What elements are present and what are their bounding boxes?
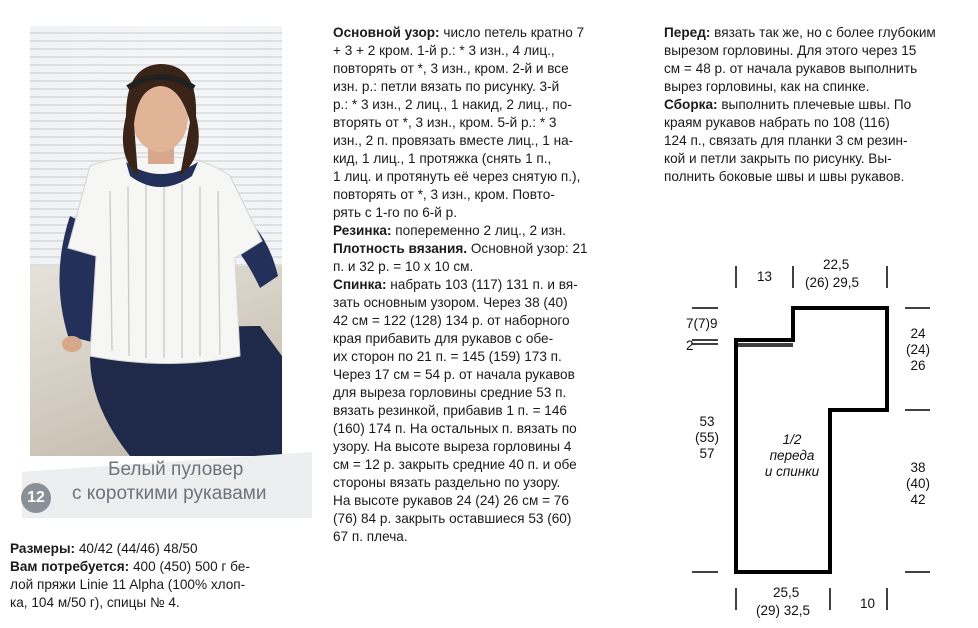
sizes-line: Размеры: 40/42 (44/46) 48/50	[10, 541, 198, 556]
materials-line-2: лой пряжи Linie 11 Alpha (100% хлоп-	[10, 577, 246, 592]
text-line	[333, 24, 588, 42]
text-line	[333, 474, 588, 492]
text-line	[333, 240, 588, 258]
line-text: На высоте рукавов 24 (24) 26 см = 76	[333, 493, 569, 508]
dim-top-right-2: (26) 29,5	[805, 275, 860, 290]
line-text: кид, 1 лиц., 1 протяжка (снять 1 п.,	[333, 151, 552, 166]
text-line	[664, 150, 936, 168]
text-line	[333, 528, 588, 546]
materials-line-3: ка, 104 м/50 г), спицы № 4.	[10, 595, 180, 610]
line-text: попеременно 2 лиц., 2 изн.	[391, 223, 566, 238]
dim-left-top: 7(7)9	[686, 316, 718, 331]
line-text: (160) 174 п. На остальных п. вязать по	[333, 421, 577, 436]
line-text: см = 12 р. закрыть средние 40 п. и обе	[333, 457, 577, 472]
text-line	[664, 132, 936, 150]
text-line	[333, 204, 588, 222]
text-line	[333, 132, 588, 150]
text-line	[333, 366, 588, 384]
materials-line: Вам потребуется: 400 (450) 500 г бе-	[10, 559, 250, 574]
text-line	[333, 510, 588, 528]
line-text: вырезом горловины. Для этого через 15	[664, 43, 917, 58]
text-line	[333, 168, 588, 186]
pattern-number-badge: 12	[21, 483, 51, 513]
text-line	[333, 60, 588, 78]
dim-bottom-2: (29) 32,5	[756, 603, 811, 618]
sizes-and-materials	[10, 540, 250, 612]
dim-bottom-1: 25,5	[773, 585, 800, 600]
text-line	[333, 492, 588, 510]
line-text: повторять от *, 3 изн., кром. 2-й и все	[333, 61, 569, 76]
text-line	[333, 420, 588, 438]
text-line	[664, 168, 936, 186]
line-text: см = 48 р. от начала рукавов выполнить	[664, 61, 918, 76]
text-line	[333, 258, 588, 276]
line-text: их сторон по 21 п. = 145 (159) 173 п.	[333, 349, 562, 364]
line-text: р.: * 3 изн., 2 лиц., 1 накид, 2 лиц., по-	[333, 97, 572, 112]
text-line	[333, 222, 588, 240]
dim-bottom-10: 10	[860, 596, 876, 611]
dim-top-right-1: 22,5	[823, 257, 850, 272]
line-text: кой и петли закрыть по рисунку. Вы-	[664, 151, 892, 166]
caption-line-2: с короткими рукавами	[72, 483, 267, 504]
dim-left-2: 2	[686, 338, 694, 353]
line-text: повторять от *, 3 изн., кром. Повто-	[333, 187, 555, 202]
text-line	[664, 42, 936, 60]
section-label: Плотность вязания.	[333, 241, 468, 256]
text-line	[664, 24, 936, 42]
section-label: Сборка:	[664, 97, 718, 112]
line-text: (76) 84 р. закрыть оставшиеся 53 (60)	[333, 511, 572, 526]
text-line	[333, 294, 588, 312]
text-line	[333, 78, 588, 96]
line-text: края прибавить для рукавов с обе-	[333, 331, 554, 346]
line-text: 67 п. плеча.	[333, 529, 408, 544]
dim-left-mid: 53 (55) 57	[694, 414, 719, 461]
line-text: для выреза горловины средние 53 п.	[333, 385, 567, 400]
text-line	[664, 114, 936, 132]
line-text: выполнить плечевые швы. По	[717, 97, 912, 112]
model-photo	[30, 26, 282, 456]
line-text: изн. р.: петли вязать по рисунку. 3-й	[333, 79, 560, 94]
line-text: число петель кратно 7	[439, 25, 585, 40]
line-text: рять с 1-го по 6-й р.	[333, 205, 458, 220]
text-line	[333, 456, 588, 474]
line-text: Через 17 см = 54 р. от начала рукавов	[333, 367, 575, 382]
line-text: зать основным узором. Через 38 (40)	[333, 295, 568, 310]
text-line	[333, 96, 588, 114]
diagram-center-label: 1/2 переда и спинки	[764, 432, 820, 479]
line-text: Основной узор: 21	[467, 241, 588, 256]
line-text: изн., 2 п. провязать вместе лиц., 1 на-	[333, 133, 574, 148]
line-text: стороны вязать раздельно по узору.	[333, 475, 561, 490]
dim-right-mid: 38 (40) 42	[905, 460, 930, 507]
section-label: Резинка:	[333, 223, 392, 238]
text-line	[333, 384, 588, 402]
caption-line-1: Белый пуловер	[108, 459, 244, 480]
line-text: вторять от *, 3 изн., кром. 5-й р.: * 3	[333, 115, 557, 130]
text-line	[333, 42, 588, 60]
line-text: п. и 32 р. = 10 x 10 см.	[333, 259, 474, 274]
text-line	[333, 402, 588, 420]
text-line	[333, 150, 588, 168]
line-text: краям рукавов набрать по 108 (116)	[664, 115, 890, 130]
dim-right-top: 24 (24) 26	[905, 326, 930, 373]
line-text: 42 см = 122 (128) 134 р. от наборного	[333, 313, 570, 328]
line-text: 124 п., связать для планки 3 см резин-	[664, 133, 908, 148]
section-label: Спинка:	[333, 277, 387, 292]
line-text: вязать резинкой, прибавив 1 п. = 146	[333, 403, 567, 418]
dim-top-13: 13	[757, 269, 773, 284]
line-text: полнить боковые швы и швы рукавов.	[664, 169, 905, 184]
instructions-column-2	[333, 24, 588, 546]
text-line	[333, 438, 588, 456]
line-text: вырез горловины, как на спинке.	[664, 79, 870, 94]
photo-caption	[72, 458, 305, 506]
section-label: Основной узор:	[333, 25, 440, 40]
text-line	[333, 348, 588, 366]
instructions-column-3	[664, 24, 936, 186]
text-line	[664, 78, 936, 96]
text-line	[333, 312, 588, 330]
text-line	[333, 276, 588, 294]
text-line	[333, 186, 588, 204]
line-text: узору. На высоте выреза горловины 4	[333, 439, 572, 454]
text-line	[664, 96, 936, 114]
text-line	[664, 60, 936, 78]
line-text: 1 лиц. и протянуть её через снятую п.),	[333, 169, 581, 184]
text-line	[333, 114, 588, 132]
line-text: набрать 103 (117) 131 п. и вя-	[386, 277, 578, 292]
text-line	[333, 330, 588, 348]
line-text: вязать так же, но с более глубоким	[710, 25, 936, 40]
section-label: Перед:	[664, 25, 711, 40]
line-text: + 3 + 2 кром. 1-й р.: * 3 изн., 4 лиц.,	[333, 43, 555, 58]
model-figure	[30, 26, 282, 456]
